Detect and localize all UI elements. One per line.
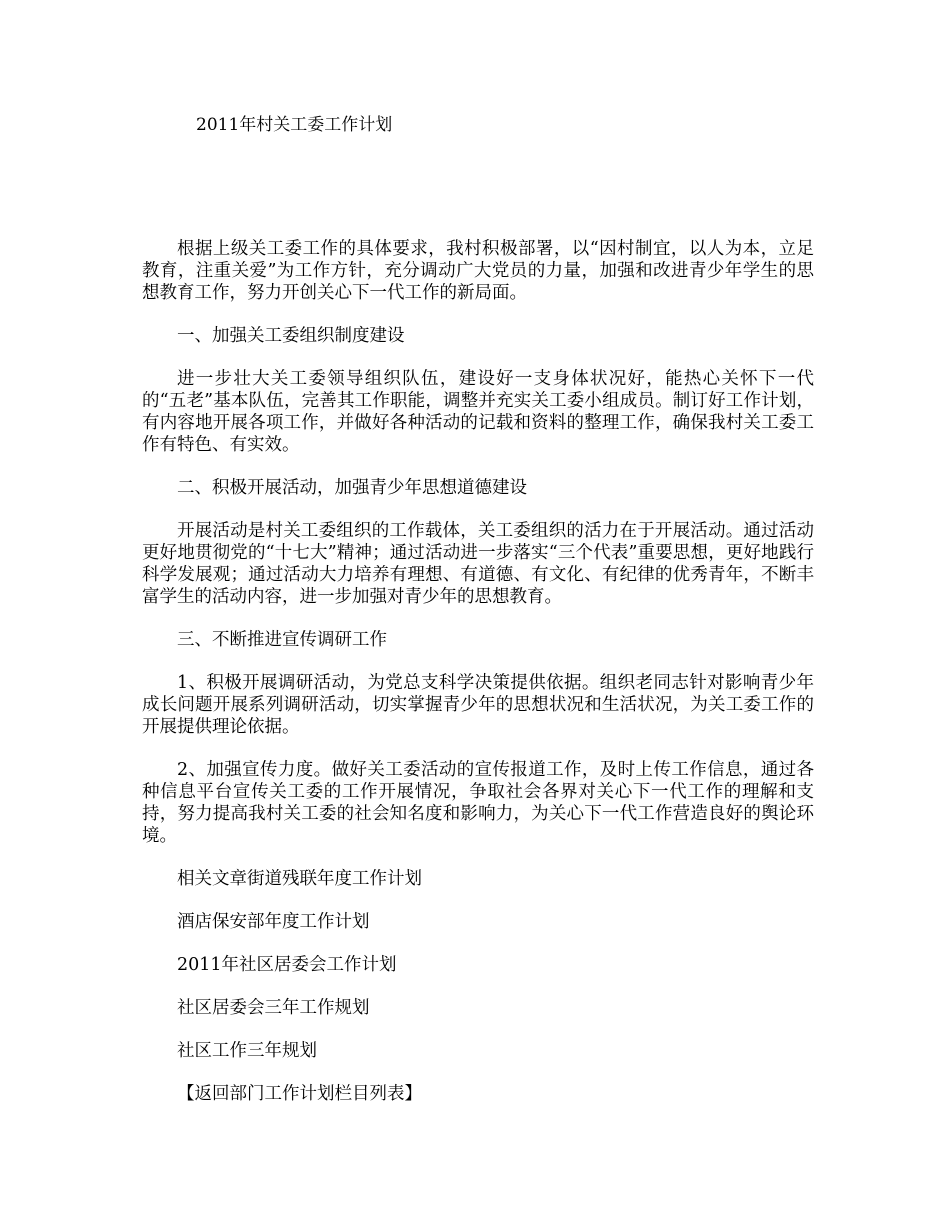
related-article-link[interactable]: 相关文章街道残联年度工作计划 (177, 869, 422, 889)
document-title: 2011年村关工委工作计划 (196, 115, 393, 135)
section-2-paragraph: 开展活动是村关工委组织的工作载体，关工委组织的活力在于开展活动。通过活动更好地贯彻党的“十七大”精神；通过活动进一步落实“三个代表”重要思想，更好地践行科学发展观；通过活动大力培养有理想、有道德、有文化、有纪律的优秀青年，不断丰富学生的活动内容，进一步加强对青少年的思想教育。 (142, 521, 814, 607)
related-article-link[interactable]: 社区居委会三年工作规划 (177, 998, 370, 1018)
section-heading-1: 一、加强关工委组织制度建设 (177, 326, 405, 346)
section-heading-2: 二、积极开展活动，加强青少年思想道德建设 (177, 478, 527, 498)
related-article-link[interactable]: 酒店保安部年度工作计划 (177, 912, 370, 932)
related-article-link[interactable]: 2011年社区居委会工作计划 (177, 955, 397, 975)
related-articles (142, 868, 814, 1062)
section-1-paragraph: 进一步壮大关工委领导组织队伍，建设好一支身体状况好，能热心关怀下一代的“五老”基本队伍，完善其工作职能，调整并充实关工委小组成员。制订好工作计划，有内容地开展各项工作，并做好各种活动的记载和资料的整理工作，确保我村关工委工作有特色、有实效。 (142, 369, 814, 455)
section-3-paragraph-2: 2、加强宣传力度。做好关工委活动的宣传报道工作，及时上传工作信息，通过各种信息平台宣传关工委的工作开展情况，争取社会各界对关心下一代工作的理解和支持，努力提高我村关工委的社会知名度和影响力，为关心下一代工作营造良好的舆论环境。 (142, 760, 814, 846)
related-article-link[interactable]: 社区工作三年规划 (177, 1041, 317, 1061)
section-3-paragraph-1: 1、积极开展调研活动，为党总支科学决策提供依据。组织老同志针对影响青少年成长问题开展系列调研活动，切实掌握青少年的思想状况和生活状况，为关工委工作的开展提供理论依据。 (142, 673, 814, 737)
back-to-list-link[interactable]: 【返回部门工作计划栏目列表】 (177, 1084, 422, 1104)
document-body (142, 238, 814, 1126)
intro-paragraph: 根据上级关工委工作的具体要求，我村积极部署，以“因村制宜，以人为本，立足教育，注重关爱”为工作方针，充分调动广大党员的力量，加强和改进青少年学生的思想教育工作，努力开创关心下一代工作的新局面。 (142, 239, 814, 303)
section-heading-3: 三、不断推进宣传调研工作 (177, 630, 387, 650)
